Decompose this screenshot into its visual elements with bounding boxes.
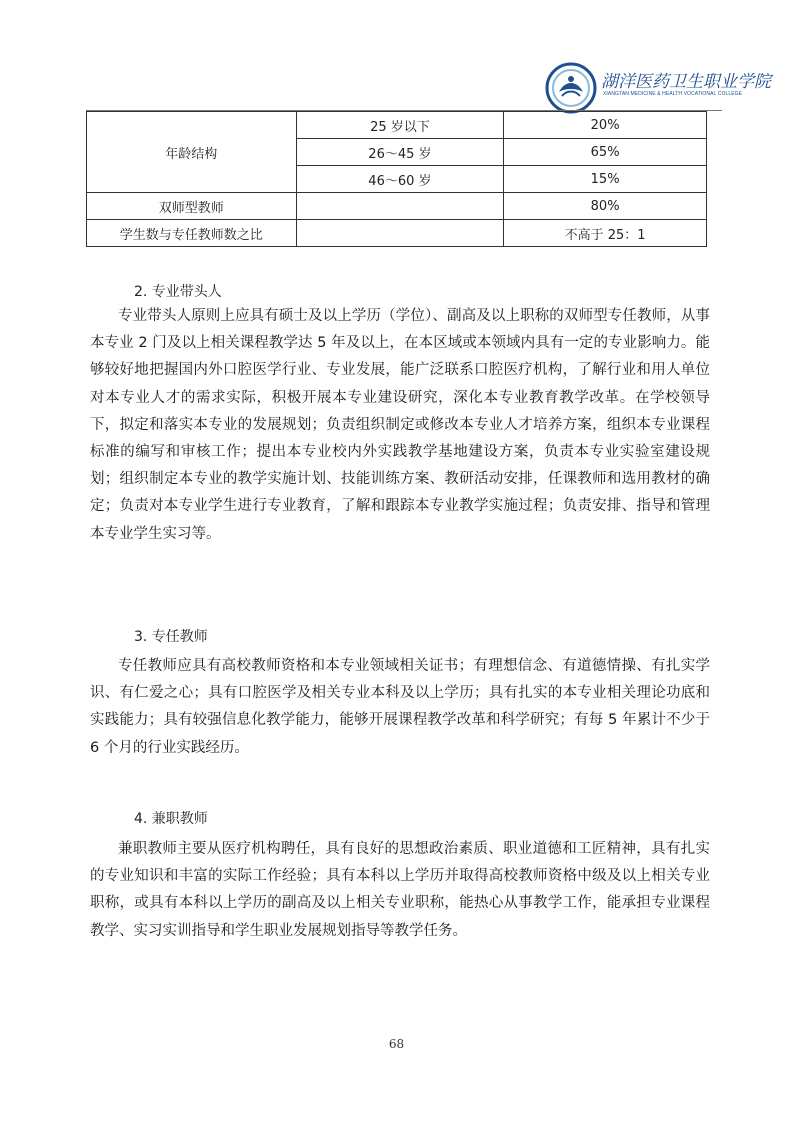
age-percent-cell: 15% bbox=[504, 166, 707, 193]
staffing-table bbox=[86, 111, 707, 247]
table-row bbox=[87, 112, 707, 139]
age-range-cell: 46～60 岁 bbox=[296, 166, 504, 193]
age-range-cell: 26～45 岁 bbox=[296, 139, 504, 166]
page-number: 68 bbox=[388, 1037, 405, 1051]
table-row bbox=[87, 220, 707, 247]
section-heading-leader: 2. 专业带头人 bbox=[134, 284, 222, 300]
age-percent-cell: 20% bbox=[504, 112, 707, 139]
section-body-leader: 专业带头人原则上应具有硕士及以上学历（学位）、副高及以上职称的双师型专任教师，从事本专业 2 门及以上相关课程教学达 5 年及以上，在本区域或本领域内具有一定的专业影响力。能够较好地把握国内外口腔医学行业、专业发展，能广泛联系口腔医疗机构，了解行业和用人单位对本专业人才的需求实际，积极开展本专业建设研究，深化本专业教育教学改革。在学校领导下，拟定和落实本专业的发展规划；负责组织制定或修改本专业人才培养方案，组织本专业课程标准的编写和审核工作；提出本专业校内外实践教学基地建设方案，负责本专业实验室建设规划；组织制定本专业的教学实施计划、技能训练方案、教研活动安排，任课教师和选用教材的确定；负责对本专业学生进行专业教育，了解和跟踪本专业教学实施过程；负责安排、指导和管理本专业学生实习等。 bbox=[90, 308, 710, 542]
section-body-parttime: 兼职教师主要从医疗机构聘任，具有良好的思想政治素质、职业道德和工匠精神，具有扎实的专业知识和丰富的实际工作经验；具有本科以上学历并取得高校教师资格中级及以上相关专业职称，或具有本科以上学历的副高及以上相关专业职称，能热心从事教学工作，能承担专业课程教学、实习实训指导和学生职业发展规划指导等教学任务。 bbox=[90, 841, 710, 939]
college-name-en: XIANGTAN MEDICINE & HEALTH VOCATIONAL COLLEGE bbox=[603, 91, 743, 97]
age-range-cell: 25 岁以下 bbox=[296, 112, 504, 139]
dual-teacher-value: 80% bbox=[504, 193, 707, 220]
ratio-label: 学生数与专任教师数之比 bbox=[87, 220, 297, 247]
table-row bbox=[87, 193, 707, 220]
college-emblem-icon bbox=[545, 62, 597, 114]
college-name-cn: 湖洋医药卫生职业学院 bbox=[601, 72, 771, 92]
dual-teacher-label: 双师型教师 bbox=[87, 193, 297, 220]
section-heading-fulltime: 3. 专任教师 bbox=[134, 629, 208, 645]
section-body-fulltime: 专任教师应具有高校教师资格和本专业领域相关证书；有理想信念、有道德情操、有扎实学识、有仁爱之心；具有口腔医学及相关专业本科及以上学历；具有扎实的本专业相关理论功底和实践能力；具有较强信息化教学能力，能够开展课程教学改革和科学研究；有每 5 年累计不少于 6 个月的行业实践经历。 bbox=[90, 658, 710, 756]
age-percent-cell: 65% bbox=[504, 139, 707, 166]
section-heading-parttime: 4. 兼职教师 bbox=[134, 811, 208, 827]
ratio-sub bbox=[296, 220, 504, 247]
dual-teacher-sub bbox=[296, 193, 504, 220]
age-structure-label: 年龄结构 bbox=[87, 112, 297, 193]
ratio-value: 不高于 25：1 bbox=[504, 220, 707, 247]
